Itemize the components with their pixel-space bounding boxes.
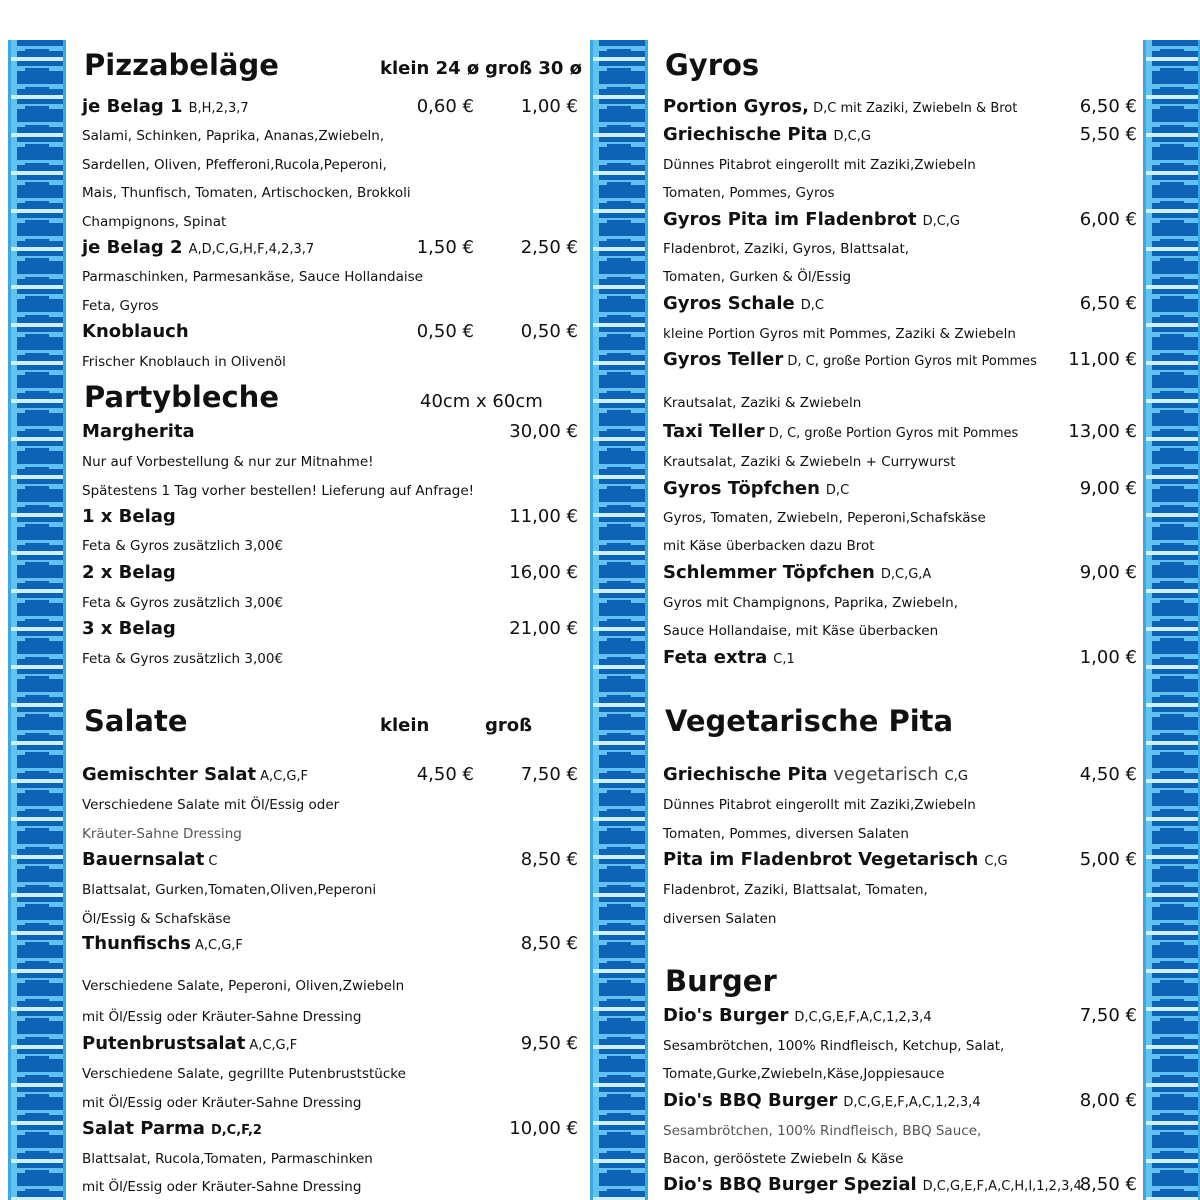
item-price: 8,00 €	[1079, 1090, 1137, 1111]
allergen-codes: A,C,G,F	[260, 769, 309, 784]
allergen-codes: D,C,G,A	[880, 567, 932, 582]
allergen-codes: B,H,2,3,7	[188, 101, 249, 116]
item-description: Krautsalat, Zaziki & Zwiebeln + Currywurst	[663, 454, 956, 470]
menu-item-2x-belag	[82, 561, 582, 587]
allergen-codes: C,G	[984, 854, 1008, 869]
section-title-salate: Salate	[84, 704, 188, 738]
item-price: 8,50 €	[520, 849, 578, 870]
item-price: 9,00 €	[1079, 562, 1137, 583]
menu-item-1x-belag	[82, 505, 582, 531]
price-gross: 1,00 €	[520, 96, 578, 117]
item-name: Dio's BBQ Burger Spezial	[663, 1174, 917, 1195]
menu-item-belag-1	[82, 95, 582, 121]
item-name: Gyros Töpfchen	[663, 478, 820, 499]
menu-item-bauernsalat	[82, 848, 582, 874]
allergen-codes: A,D,C,G,H,F,4,2,3,7	[188, 242, 315, 257]
item-description: Mais, Thunfisch, Tomaten, Artischocken, Brokkoli	[82, 185, 411, 201]
item-name: Gyros Pita im Fladenbrot	[663, 209, 917, 230]
item-price: 10,00 €	[509, 1118, 578, 1139]
item-note: D, C, große Portion Gyros mit Pommes	[783, 354, 1037, 369]
item-description: Bacon, gerööstete Zwiebeln & Käse	[663, 1151, 904, 1167]
price-gross: 7,50 €	[520, 764, 578, 785]
item-description: Tomate,Gurke,Zwiebeln,Käse,Joppiesauce	[663, 1066, 945, 1082]
item-name: Portion Gyros,	[663, 96, 809, 117]
item-description: Tomaten, Gurken & Öl/Essig	[663, 269, 852, 285]
greek-key-border-left	[8, 40, 66, 1200]
item-name: Gyros Schale	[663, 293, 795, 314]
menu-item-griechische-pita-vegetarisch	[663, 763, 1141, 789]
menu-item-belag-2	[82, 236, 582, 262]
size-header-gross: groß 30 ø	[485, 58, 583, 79]
item-description: Dünnes Pitabrot eingerollt mit Zaziki,Zwiebeln	[663, 157, 976, 173]
item-note: D,C mit Zaziki, Zwiebeln & Brot	[808, 101, 1018, 116]
section-title-burger: Burger	[665, 964, 777, 998]
item-description: Parmaschinken, Parmesankäse, Sauce Hollandaise	[82, 269, 423, 285]
item-price: 5,50 €	[1079, 124, 1137, 145]
item-name: Putenbrustsalat	[82, 1033, 246, 1054]
item-price: 13,00 €	[1068, 421, 1137, 442]
item-price: 9,00 €	[1079, 478, 1137, 499]
price-klein: 0,50 €	[416, 321, 474, 342]
section-title-pizzabelaege: Pizzabeläge	[84, 48, 279, 82]
item-description: Nur auf Vorbestellung & nur zur Mitnahme!	[82, 454, 374, 470]
menu-item-margherita	[82, 420, 582, 446]
menu-item-gyros-toepfchen	[663, 477, 1141, 503]
item-description: mit Öl/Essig oder Kräuter-Sahne Dressing	[82, 1179, 362, 1195]
item-price: 21,00 €	[509, 618, 578, 639]
menu-item-taxi-teller	[663, 420, 1141, 446]
menu-item-gyros-pita-fladenbrot	[663, 208, 1141, 234]
vegetarian-label: vegetarisch	[827, 764, 939, 785]
item-description: Tomaten, Pommes, Gyros	[663, 185, 835, 201]
item-description: Kräuter-Sahne Dressing	[82, 826, 242, 842]
item-price: 6,00 €	[1079, 209, 1137, 230]
price-gross: 2,50 €	[520, 237, 578, 258]
item-description: Tomaten, Pommes, diversen Salaten	[663, 826, 909, 842]
item-description: Blattsalat, Rucola,Tomaten, Parmaschinken	[82, 1151, 373, 1167]
menu-item-salat-parma	[82, 1117, 582, 1143]
item-description: Gyros mit Champignons, Paprika, Zwiebeln,	[663, 595, 958, 611]
menu-item-knoblauch	[82, 320, 582, 346]
item-price: 16,00 €	[509, 562, 578, 583]
allergen-codes: C,G	[944, 769, 968, 784]
menu-item-thunfischsalat	[82, 932, 582, 958]
item-description: Salami, Schinken, Paprika, Ananas,Zwiebeln,	[82, 128, 385, 144]
allergen-codes: D,C,G,E,F,A,C,H,I,1,2,3,4	[922, 1179, 1082, 1194]
section-title-gyros: Gyros	[665, 48, 760, 82]
allergen-codes: D,C	[825, 483, 850, 498]
menu-item-dios-bbq-burger	[663, 1089, 1141, 1115]
item-name: 2 x Belag	[82, 562, 176, 583]
item-description: Champignons, Spinat	[82, 214, 227, 230]
item-description: Verschiedene Salate mit Öl/Essig oder	[82, 797, 340, 813]
price-klein: 1,50 €	[416, 237, 474, 258]
item-name: Bauernsalat	[82, 849, 205, 870]
section-title-partybleche: Partybleche	[84, 380, 279, 414]
item-name: Dio's BBQ Burger	[663, 1090, 838, 1111]
item-price: 5,00 €	[1079, 849, 1137, 870]
menu-item-dios-bbq-burger-spezial	[663, 1173, 1141, 1199]
item-name: Griechische Pita	[663, 764, 828, 785]
item-price: 11,00 €	[509, 506, 578, 527]
tray-size-label: 40cm x 60cm	[420, 391, 543, 412]
item-description: Fladenbrot, Zaziki, Blattsalat, Tomaten,	[663, 882, 928, 898]
item-price: 30,00 €	[509, 421, 578, 442]
item-description: mit Öl/Essig oder Kräuter-Sahne Dressing	[82, 1009, 362, 1025]
item-price: 1,00 €	[1079, 647, 1137, 668]
item-name: Gemischter Salat	[82, 764, 257, 785]
allergen-codes: D,C,G	[833, 129, 871, 144]
price-klein: 0,60 €	[416, 96, 474, 117]
item-description: Sesambrötchen, 100% Rindfleisch, Ketchup, Salat,	[663, 1038, 1005, 1054]
item-price: 11,00 €	[1068, 349, 1137, 370]
item-description: Verschiedene Salate, Peperoni, Oliven,Zwiebeln	[82, 978, 405, 994]
item-description: Fladenbrot, Zaziki, Gyros, Blattsalat,	[663, 241, 910, 257]
item-description: Verschiedene Salate, gegrillte Putenbruststücke	[82, 1066, 406, 1082]
item-description: Blattsalat, Gurken,Tomaten,Oliven,Peperoni	[82, 882, 377, 898]
item-name: Gyros Teller	[663, 349, 784, 370]
item-description: Sardellen, Oliven, Pfefferoni,Rucola,Peperoni,	[82, 157, 387, 173]
item-name: Salat Parma	[82, 1118, 205, 1139]
allergen-codes: C,1	[773, 652, 795, 667]
allergen-codes: D,C,F,2	[210, 1123, 262, 1138]
allergen-codes: D,C,G,E,F,A,C,1,2,3,4	[794, 1010, 932, 1025]
menu-item-gemischter-salat	[82, 763, 582, 789]
item-name: je Belag 2	[82, 237, 183, 258]
menu-item-putenbrustsalat	[82, 1032, 582, 1058]
item-price: 8,50 €	[1079, 1174, 1137, 1195]
menu-item-feta-extra	[663, 646, 1141, 672]
size-header-gross: groß	[485, 715, 533, 736]
item-name: 1 x Belag	[82, 506, 176, 527]
menu-item-gyros-schale	[663, 292, 1141, 318]
item-price: 7,50 €	[1079, 1005, 1137, 1026]
menu-item-pita-fladenbrot-vegetarisch	[663, 848, 1141, 874]
allergen-codes: A,C,G,F	[194, 938, 243, 953]
item-description: mit Käse überbacken dazu Brot	[663, 538, 875, 554]
greek-key-border-right	[1143, 40, 1200, 1200]
item-name: Schlemmer Töpfchen	[663, 562, 875, 583]
item-price: 6,50 €	[1079, 96, 1137, 117]
item-description: Feta & Gyros zusätzlich 3,00€	[82, 595, 284, 611]
item-description: Feta & Gyros zusätzlich 3,00€	[82, 651, 284, 667]
item-description: Sauce Hollandaise, mit Käse überbacken	[663, 623, 939, 639]
item-name: Thunfischs	[82, 933, 191, 954]
item-description: mit Öl/Essig oder Kräuter-Sahne Dressing	[82, 1095, 362, 1111]
price-gross: 0,50 €	[520, 321, 578, 342]
greek-key-border-middle	[590, 40, 648, 1200]
item-price: 6,50 €	[1079, 293, 1137, 314]
item-price: 8,50 €	[520, 933, 578, 954]
item-description: Krautsalat, Zaziki & Zwiebeln	[663, 395, 862, 411]
item-price: 9,50 €	[520, 1033, 578, 1054]
item-description: Feta, Gyros	[82, 298, 159, 314]
item-price: 4,50 €	[1079, 764, 1137, 785]
menu-item-schlemmer-toepfchen	[663, 561, 1141, 587]
size-header-klein: klein	[380, 715, 430, 736]
item-name: Feta extra	[663, 647, 768, 668]
item-note: D, C, große Portion Gyros mit Pommes	[764, 426, 1019, 441]
item-description: Spätestens 1 Tag vorher bestellen! Lieferung auf Anfrage!	[82, 483, 475, 499]
menu-item-portion-gyros	[663, 95, 1141, 121]
item-name: Knoblauch	[82, 321, 189, 342]
item-description: Frischer Knoblauch in Olivenöl	[82, 354, 286, 370]
item-name: Margherita	[82, 421, 195, 442]
item-name: Griechische Pita	[663, 124, 828, 145]
allergen-codes: C	[208, 854, 218, 869]
menu-item-gyros-teller	[663, 348, 1141, 374]
item-name: 3 x Belag	[82, 618, 176, 639]
allergen-codes: A,C,G,F	[249, 1038, 298, 1053]
menu-item-griechische-pita	[663, 123, 1141, 149]
item-description: Dünnes Pitabrot eingerollt mit Zaziki,Zwiebeln	[663, 797, 976, 813]
item-name: Pita im Fladenbrot Vegetarisch	[663, 849, 979, 870]
size-header-klein: klein 24 ø	[380, 58, 480, 79]
item-description: Öl/Essig & Schafskäse	[82, 911, 231, 927]
price-klein: 4,50 €	[416, 764, 474, 785]
section-title-vegetarische-pita: Vegetarische Pita	[665, 704, 954, 738]
allergen-codes: D,C,G,E,F,A,C,1,2,3,4	[843, 1095, 981, 1110]
item-description: Sesambrötchen, 100% Rindfleisch, BBQ Sauce,	[663, 1123, 982, 1139]
item-name: je Belag 1	[82, 96, 183, 117]
menu-item-3x-belag	[82, 617, 582, 643]
allergen-codes: D,C,G	[922, 214, 960, 229]
item-description: Gyros, Tomaten, Zwiebeln, Peperoni,Schafskäse	[663, 510, 986, 526]
item-description: diversen Salaten	[663, 911, 777, 927]
item-description: kleine Portion Gyros mit Pommes, Zaziki & Zwiebeln	[663, 326, 1016, 342]
allergen-codes: D,C	[800, 298, 824, 313]
item-name: Dio's Burger	[663, 1005, 789, 1026]
item-name: Taxi Teller	[663, 421, 765, 442]
item-description: Feta & Gyros zusätzlich 3,00€	[82, 538, 284, 554]
menu-item-dios-burger	[663, 1004, 1141, 1030]
